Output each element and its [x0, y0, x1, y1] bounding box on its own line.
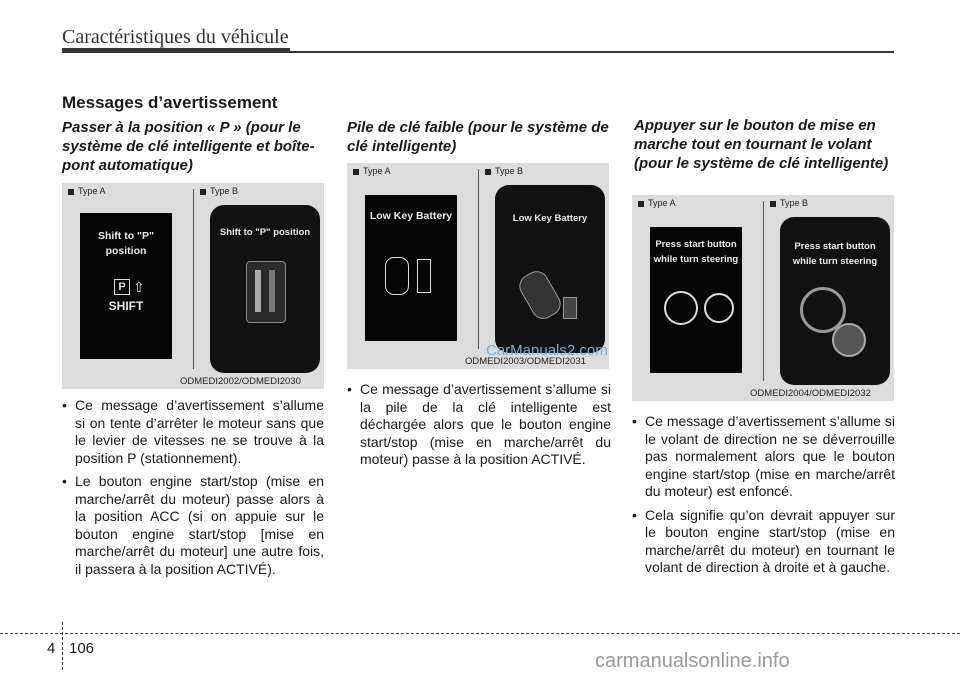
steering-wheel-icon — [664, 291, 698, 325]
watermark-top: CarManuals2.com — [486, 342, 608, 359]
battery-icon — [563, 297, 577, 319]
column-1-bullets — [62, 397, 324, 584]
list-item: • Le bouton engine start/stop (mise en marche/arrêt du moteur) passe alors à la position ACC (si on appuie sur le bouton engine start/stop [mise en marche/arrêt du moteur] une autre fois, il passera à la position ACTIVÉ). — [62, 473, 324, 578]
header-rule-thick — [62, 48, 290, 53]
footer-divider — [62, 622, 64, 670]
column-2-bullets — [347, 381, 611, 475]
square-bullet-icon — [353, 169, 359, 175]
column-1-screen-a-text: Shift to "P" position — [97, 230, 155, 257]
column-2-type-a-label: Type A — [353, 166, 391, 176]
column-2-figure-code: ODMEDI2003/ODMEDI2031 — [465, 356, 586, 367]
column-3-screen-a-text: Press start button while turn steering — [653, 239, 739, 265]
column-2-screen-b-text: Low Key Battery — [512, 213, 588, 224]
column-2-type-b-label: Type B — [485, 166, 523, 176]
column-1-type-b-label: Type B — [200, 186, 238, 196]
battery-icon — [417, 259, 431, 293]
start-button-icon — [704, 293, 734, 323]
list-item: • Ce message d’avertissement s’allume si la pile de la clé intelligente est déchargée alors que le bouton engine start/stop (mise en marche/arrêt du moteur) passe à la position ACTIVÉ. — [347, 381, 611, 469]
smart-key-icon — [515, 267, 565, 324]
square-bullet-icon — [200, 189, 206, 195]
column-3-screen-a — [650, 227, 742, 373]
start-button-icon — [832, 323, 866, 357]
header-rule-thin — [290, 51, 894, 53]
column-1-screen-a-badge: SHIFT — [108, 299, 144, 313]
column-3-figure — [632, 195, 894, 401]
column-1-divider — [193, 189, 194, 369]
column-2-figure — [347, 163, 609, 369]
column-3-screen-b — [780, 217, 890, 385]
column-3-bullets — [632, 413, 895, 583]
column-2-screen-b — [495, 185, 605, 353]
column-1-subtitle: Passer à la position « P » (pour le système de clé intelligente et boîte-pont automatique) — [62, 119, 315, 174]
square-bullet-icon — [485, 169, 491, 175]
square-bullet-icon — [638, 201, 644, 207]
column-3-type-a-label: Type A — [638, 198, 676, 208]
column-1-figure-code: ODMEDI2002/ODMEDI2030 — [180, 376, 301, 387]
column-3-divider — [763, 201, 764, 381]
list-item: • Cela signifie qu’on devrait appuyer sur le bouton engine start/stop (mise en marche/arrêt du moteur) en tournant le volant de direction à droite et à gauche. — [632, 507, 895, 577]
square-bullet-icon — [68, 189, 74, 195]
column-2-subtitle: Pile de clé faible (pour le système de clé intelligente) — [347, 119, 609, 155]
square-bullet-icon — [770, 201, 776, 207]
column-1-figure — [62, 183, 324, 389]
page-number: 106 — [69, 640, 95, 657]
footer-rule — [0, 633, 960, 635]
arrow-up-icon: ⇧ — [133, 279, 145, 295]
smart-key-icon — [385, 257, 409, 295]
column-2-screen-a — [365, 195, 457, 341]
column-3-subtitle: Appuyer sur le bouton de mise en marche tout en tournant le volant (pour le système de clé intelligente) — [634, 117, 889, 172]
gear-shifter-icon — [246, 261, 286, 323]
list-item: • Ce message d’avertissement s’allume si on tente d’arrêter le moteur sans que le levier de vitesses ne se trouve à la position P (stationnement). — [62, 397, 324, 467]
watermark-bottom: carmanualsonline.info — [595, 650, 790, 672]
column-3-figure-code: ODMEDI2004/ODMEDI2032 — [750, 388, 871, 399]
column-1-screen-b — [210, 205, 320, 373]
section-title: Messages d’avertissement — [62, 93, 278, 112]
column-1-screen-b-text: Shift to "P" position — [219, 227, 311, 238]
column-1-type-a-label: Type A — [68, 186, 106, 196]
column-3-type-b-label: Type B — [770, 198, 808, 208]
column-2-divider — [478, 169, 479, 349]
column-1-screen-a — [80, 213, 172, 359]
column-3-screen-b-text: Press start button while turn steering — [792, 241, 878, 267]
list-item: • Ce message d’avertissement s’allume si le volant de direction ne se déverrouille pas normalement alors que le bouton engine start/stop (mise en marche/arrêt du moteur) est enfoncé. — [632, 413, 895, 501]
chapter-number: 4 — [47, 640, 56, 657]
header-title: Caractéristiques du véhicule — [62, 26, 289, 48]
park-p-icon: P — [114, 279, 130, 295]
column-2-screen-a-text: Low Key Battery — [369, 210, 453, 222]
